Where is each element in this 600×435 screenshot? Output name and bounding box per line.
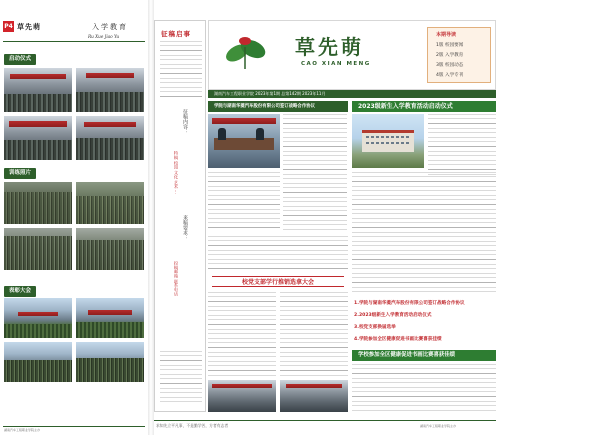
photo-training-1 — [4, 182, 72, 224]
tag-training-photos: 训练照片 — [4, 168, 36, 179]
index-title: 本期导读 — [436, 32, 457, 38]
story4-body — [352, 364, 496, 412]
index-item-2[interactable]: 2版 入学教育 — [436, 53, 464, 58]
story3-body-2 — [280, 292, 348, 376]
story4-headline[interactable]: 学校参加全区健康促进书画比赛喜获佳绩 — [352, 350, 496, 361]
story3-body-1 — [208, 292, 276, 376]
masthead-small: 草先萌 — [17, 22, 41, 31]
section-pinyin: Ru Xue Jiao Yu — [88, 34, 120, 39]
photo-signing — [208, 114, 280, 168]
tag-launch-ceremony: 启动仪式 — [4, 54, 36, 65]
masthead-pinyin: CAO XIAN MENG — [301, 61, 371, 67]
notice-col-2: 特稿 校园 文化 艺术 ... — [174, 151, 179, 194]
bullet-item-1[interactable]: 1.学院与湖南华菱汽车股份有限公司签订战略合作协议 — [354, 301, 465, 306]
footer-right-text: 湖南汽车工程职业学院主办 — [420, 424, 457, 428]
big-headline[interactable]: 2023级新生入学教育活动启动仪式 — [352, 101, 496, 112]
bullet-box — [352, 298, 496, 348]
notice-col-4: 投稿邮箱 联系电话 — [174, 261, 179, 296]
lead-body-long — [208, 236, 348, 272]
photo-award-1 — [4, 298, 72, 338]
photo-ceremony-2 — [76, 68, 144, 112]
left-page — [0, 0, 148, 435]
story3-headline[interactable]: 校党支部学行推销选拿大会 — [212, 276, 344, 287]
bullet-item-3[interactable]: 3.校党支部换届选举 — [354, 325, 396, 330]
notice-body-1 — [160, 41, 202, 101]
footer-left-text: 湖南汽车工程职业学院主办 — [4, 428, 41, 432]
right-footer-rule — [154, 420, 496, 421]
photo-party-1 — [208, 380, 276, 412]
bullet-item-2[interactable]: 2.2023级新生入学教育活动启动仪式 — [354, 313, 432, 318]
lead-headline[interactable]: 学院与湖南华菱汽车股份有限公司签订战略合作协议 — [208, 101, 348, 112]
masthead-subline: 湖南汽车工程职业学院 2023年第1期 总第142期 2023年11月 — [208, 90, 496, 98]
notice-title: 征稿启事 — [161, 30, 191, 38]
photo-ceremony-4 — [76, 116, 144, 160]
notice-col-1: 征稿内容： — [182, 109, 188, 134]
notice-col-3: 来稿要求： — [182, 215, 188, 240]
photo-award-2 — [76, 298, 144, 338]
notice-panel — [154, 20, 206, 412]
photo-training-4 — [76, 228, 144, 270]
leaf-logo-icon — [223, 31, 267, 71]
big-body-1 — [352, 172, 496, 246]
photo-award-3 — [4, 342, 72, 382]
masthead-block — [208, 20, 496, 90]
issue-index — [427, 27, 491, 83]
photo-training-2 — [76, 182, 144, 224]
photo-party-2 — [280, 380, 348, 412]
index-item-4[interactable]: 4版 入学专刊 — [436, 73, 464, 78]
header-rule — [3, 41, 145, 42]
big-body-2 — [352, 250, 496, 294]
lead-body-side — [283, 114, 347, 232]
logo-mark: P4 — [4, 23, 13, 30]
index-item-3[interactable]: 3版 校园动态 — [436, 63, 464, 68]
left-footer-rule — [3, 426, 145, 427]
notice-body-2 — [160, 351, 202, 405]
lead-body-bottom — [208, 172, 280, 232]
masthead-title: 草先萌 — [295, 35, 364, 59]
footer-motto: 求知先立平凡事，不是勤学苦，方者有志者 — [156, 423, 229, 428]
big-body-side — [428, 114, 496, 176]
bullet-item-4[interactable]: 4.学院参加全区健康促进书画比赛喜获佳绩 — [354, 337, 442, 342]
photo-campus — [352, 114, 424, 168]
photo-ceremony-3 — [4, 116, 72, 160]
photo-training-3 — [4, 228, 72, 270]
index-item-1[interactable]: 1版 校园要闻 — [436, 43, 464, 48]
section-title: 入学教育 — [92, 23, 128, 31]
photo-ceremony-1 — [4, 68, 72, 112]
tag-commendation: 表彰大会 — [4, 286, 36, 297]
photo-award-4 — [76, 342, 144, 382]
